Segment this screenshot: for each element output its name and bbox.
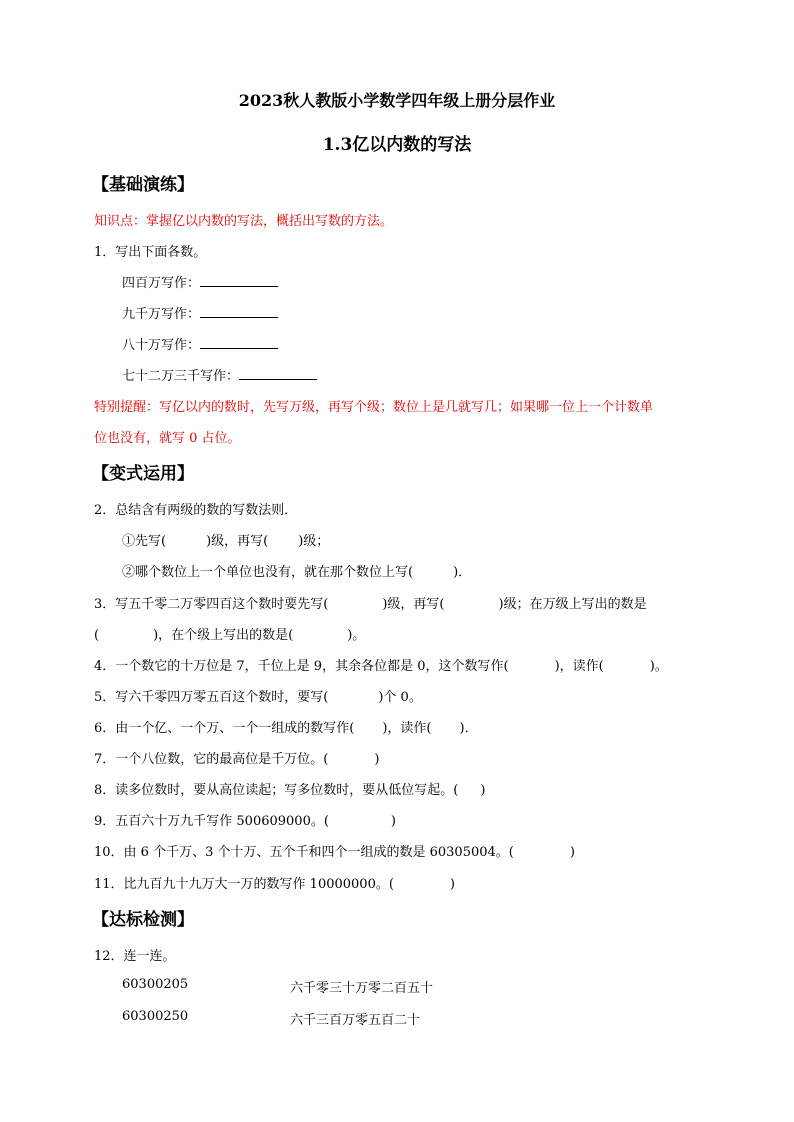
q9-text: ) bbox=[390, 814, 396, 829]
q10-text: 10．由 6 个千万、3 个十万、五个千和四个一组成的数是 60305004。( bbox=[94, 845, 514, 860]
q3-line-1 bbox=[94, 593, 647, 612]
q3-text: ( bbox=[94, 628, 100, 643]
q1-item bbox=[122, 365, 317, 384]
tip-line-2: 位也没有，就写 0 占位。 bbox=[94, 431, 241, 446]
q5 bbox=[94, 686, 422, 705]
q4-text: )，读作( bbox=[554, 659, 604, 674]
section-basic-heading: 【基础演练】 bbox=[92, 175, 194, 195]
q8 bbox=[94, 779, 485, 798]
q9-text: 9．五百六十万九千写作 500609000。( bbox=[94, 814, 329, 829]
q2-rule-2-text: )． bbox=[453, 565, 472, 580]
q3-line-2 bbox=[94, 624, 365, 643]
q11-text: ) bbox=[449, 877, 455, 892]
section-test-heading: 【达标检测】 bbox=[92, 910, 194, 930]
q11-text: 11．比九百九十九万大一万的数写作 10000000。( bbox=[94, 877, 394, 892]
answer-blank[interactable] bbox=[200, 336, 278, 349]
q2-stem: 2．总结含有两级的数的写数法则． bbox=[94, 503, 298, 518]
answer-blank[interactable] bbox=[239, 367, 317, 380]
q6 bbox=[94, 717, 478, 736]
q1-item-label: 八十万写作： bbox=[122, 338, 201, 353]
match-right-item[interactable]: 六千零三十万零二百五十 bbox=[290, 981, 434, 996]
q4 bbox=[94, 655, 668, 674]
tip-line-1: 特别提醒：写亿以内的数时，先写万级，再写个级；数位上是几就写几；如果哪一位上一个计数单 bbox=[94, 400, 654, 415]
q7 bbox=[94, 748, 379, 767]
q2-rule-1-text: )级，再写( bbox=[206, 534, 269, 549]
page-title: 2023秋人教版小学数学四年级上册分层作业 bbox=[238, 91, 556, 110]
q2-rule-1-text: ①先写( bbox=[122, 534, 167, 549]
q2-rule-1-text: )级； bbox=[298, 534, 330, 549]
q4-text: 4．一个数它的十万位是 7，千位上是 9，其余各位都是 0，这个数写作( bbox=[94, 659, 509, 674]
q1-item-label: 七十二万三千写作： bbox=[122, 369, 240, 384]
answer-blank[interactable] bbox=[200, 274, 278, 287]
q1-item bbox=[122, 303, 278, 322]
match-right-item[interactable]: 六千三百万零五百二十 bbox=[290, 1013, 421, 1028]
knowledge-point: 知识点：掌握亿以内数的写法，概括出写数的方法。 bbox=[94, 214, 394, 229]
q1-item-label: 四百万写作： bbox=[122, 276, 201, 291]
q1-item bbox=[122, 272, 278, 291]
q1-stem: 1．写出下面各数。 bbox=[94, 245, 207, 260]
q8-text: ) bbox=[480, 783, 486, 798]
q8-text: 8．读多位数时，要从高位读起；写多位数时，要从低位写起。( bbox=[94, 783, 459, 798]
q2-rule-1 bbox=[122, 530, 329, 549]
q1-item-label: 九千万写作： bbox=[122, 307, 201, 322]
q7-text: ) bbox=[374, 752, 380, 767]
q1-item bbox=[122, 334, 278, 353]
q10 bbox=[94, 841, 575, 860]
q2-rule-2-text: ②哪个数位上一个单位也没有，就在那个数位上写( bbox=[122, 565, 414, 580]
q3-text: )。 bbox=[347, 628, 366, 643]
q3-text: 3．写五千零二万零四百这个数时要先写( bbox=[94, 597, 329, 612]
q5-text: )个 0。 bbox=[378, 690, 422, 705]
section-variant-heading: 【变式运用】 bbox=[92, 464, 194, 484]
q5-text: 5．写六千零四万零五百这个数时，要写( bbox=[94, 690, 329, 705]
q3-text: )级，再写( bbox=[382, 597, 445, 612]
q7-text: 7．一个八位数，它的最高位是千万位。( bbox=[94, 752, 329, 767]
q2-rule-2 bbox=[122, 561, 471, 580]
q11 bbox=[94, 873, 455, 892]
q12-stem: 12．连一连。 bbox=[94, 949, 176, 964]
match-left-item[interactable]: 60300250 bbox=[122, 1009, 189, 1024]
q6-text: )． bbox=[459, 721, 478, 736]
q3-text: )，在个级上写出的数是( bbox=[153, 628, 294, 643]
q6-text: )，读作( bbox=[382, 721, 432, 736]
q6-text: 6．由一个亿、一个万、一个一组成的数写作( bbox=[94, 721, 355, 736]
q3-text: )级；在万级上写出的数是 bbox=[498, 597, 647, 612]
q4-text: )。 bbox=[649, 659, 668, 674]
answer-blank[interactable] bbox=[200, 305, 278, 318]
match-left-item[interactable]: 60300205 bbox=[122, 977, 189, 992]
q9 bbox=[94, 810, 396, 829]
q10-text: ) bbox=[569, 845, 575, 860]
page-subtitle: 1.3亿以内数的写法 bbox=[322, 135, 472, 155]
